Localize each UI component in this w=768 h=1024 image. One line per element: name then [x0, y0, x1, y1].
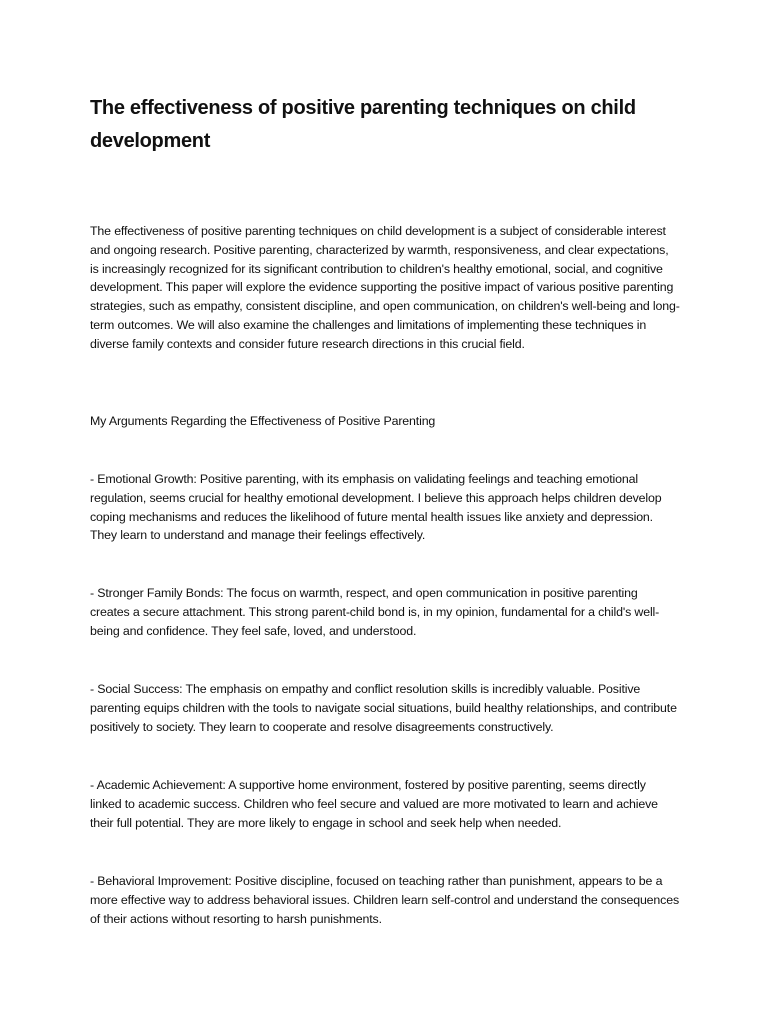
- argument-behavioral-improvement: - Behavioral Improvement: Positive discipline, focused on teaching rather than punishment, appears to be a more effective way to address behavioral issues. Children learn self-control and understand the consequences of their actions without resorting to harsh punishments.: [90, 874, 679, 926]
- document-title: The effectiveness of positive parenting techniques on child development: [90, 97, 636, 152]
- argument-academic-achievement: - Academic Achievement: A supportive home environment, fostered by positive parenting, seems directly linked to academic success. Children who feel secure and valued are more motivated to learn and achieve their full potential. They are more likely to engage in school and seek help when needed.: [90, 778, 658, 830]
- argument-social-success: - Social Success: The emphasis on empathy and conflict resolution skills is incredibly valuable. Positive parenting equips children with the tools to navigate social situations, build healthy relationships, and contribute positively to society. They learn to cooperate and resolve disagreements constructively.: [90, 682, 677, 734]
- argument-family-bonds: - Stronger Family Bonds: The focus on warmth, respect, and open communication in positive parenting creates a secure attachment. This strong parent-child bond is, in my opinion, fundamental for a child's well-being and confidence. They feel safe, loved, and understood.: [90, 586, 660, 638]
- section-heading: My Arguments Regarding the Effectiveness of Positive Parenting: [90, 414, 436, 428]
- argument-emotional-growth: - Emotional Growth: Positive parenting, with its emphasis on validating feelings and teaching emotional regulation, seems crucial for healthy emotional development. I believe this approach helps children develop coping mechanisms and reduces the likelihood of future mental health issues like anxiety and depression. They learn to understand and manage their feelings effectively.: [90, 472, 662, 543]
- intro-paragraph: The effectiveness of positive parenting techniques on child development is a subject of considerable interest and ongoing research. Positive parenting, characterized by warmth, responsiveness, and clear expectations, is increasingly recognized for its significant contribution to children's healthy emotional, social, and cognitive development. This paper will explore the evidence supporting the positive impact of various positive parenting strategies, such as empathy, consistent discipline, and open communication, on children's well-being and long-term outcomes. We will also examine the challenges and limitations of implementing these techniques in diverse family contexts and consider future research directions in this crucial field.: [90, 224, 680, 351]
